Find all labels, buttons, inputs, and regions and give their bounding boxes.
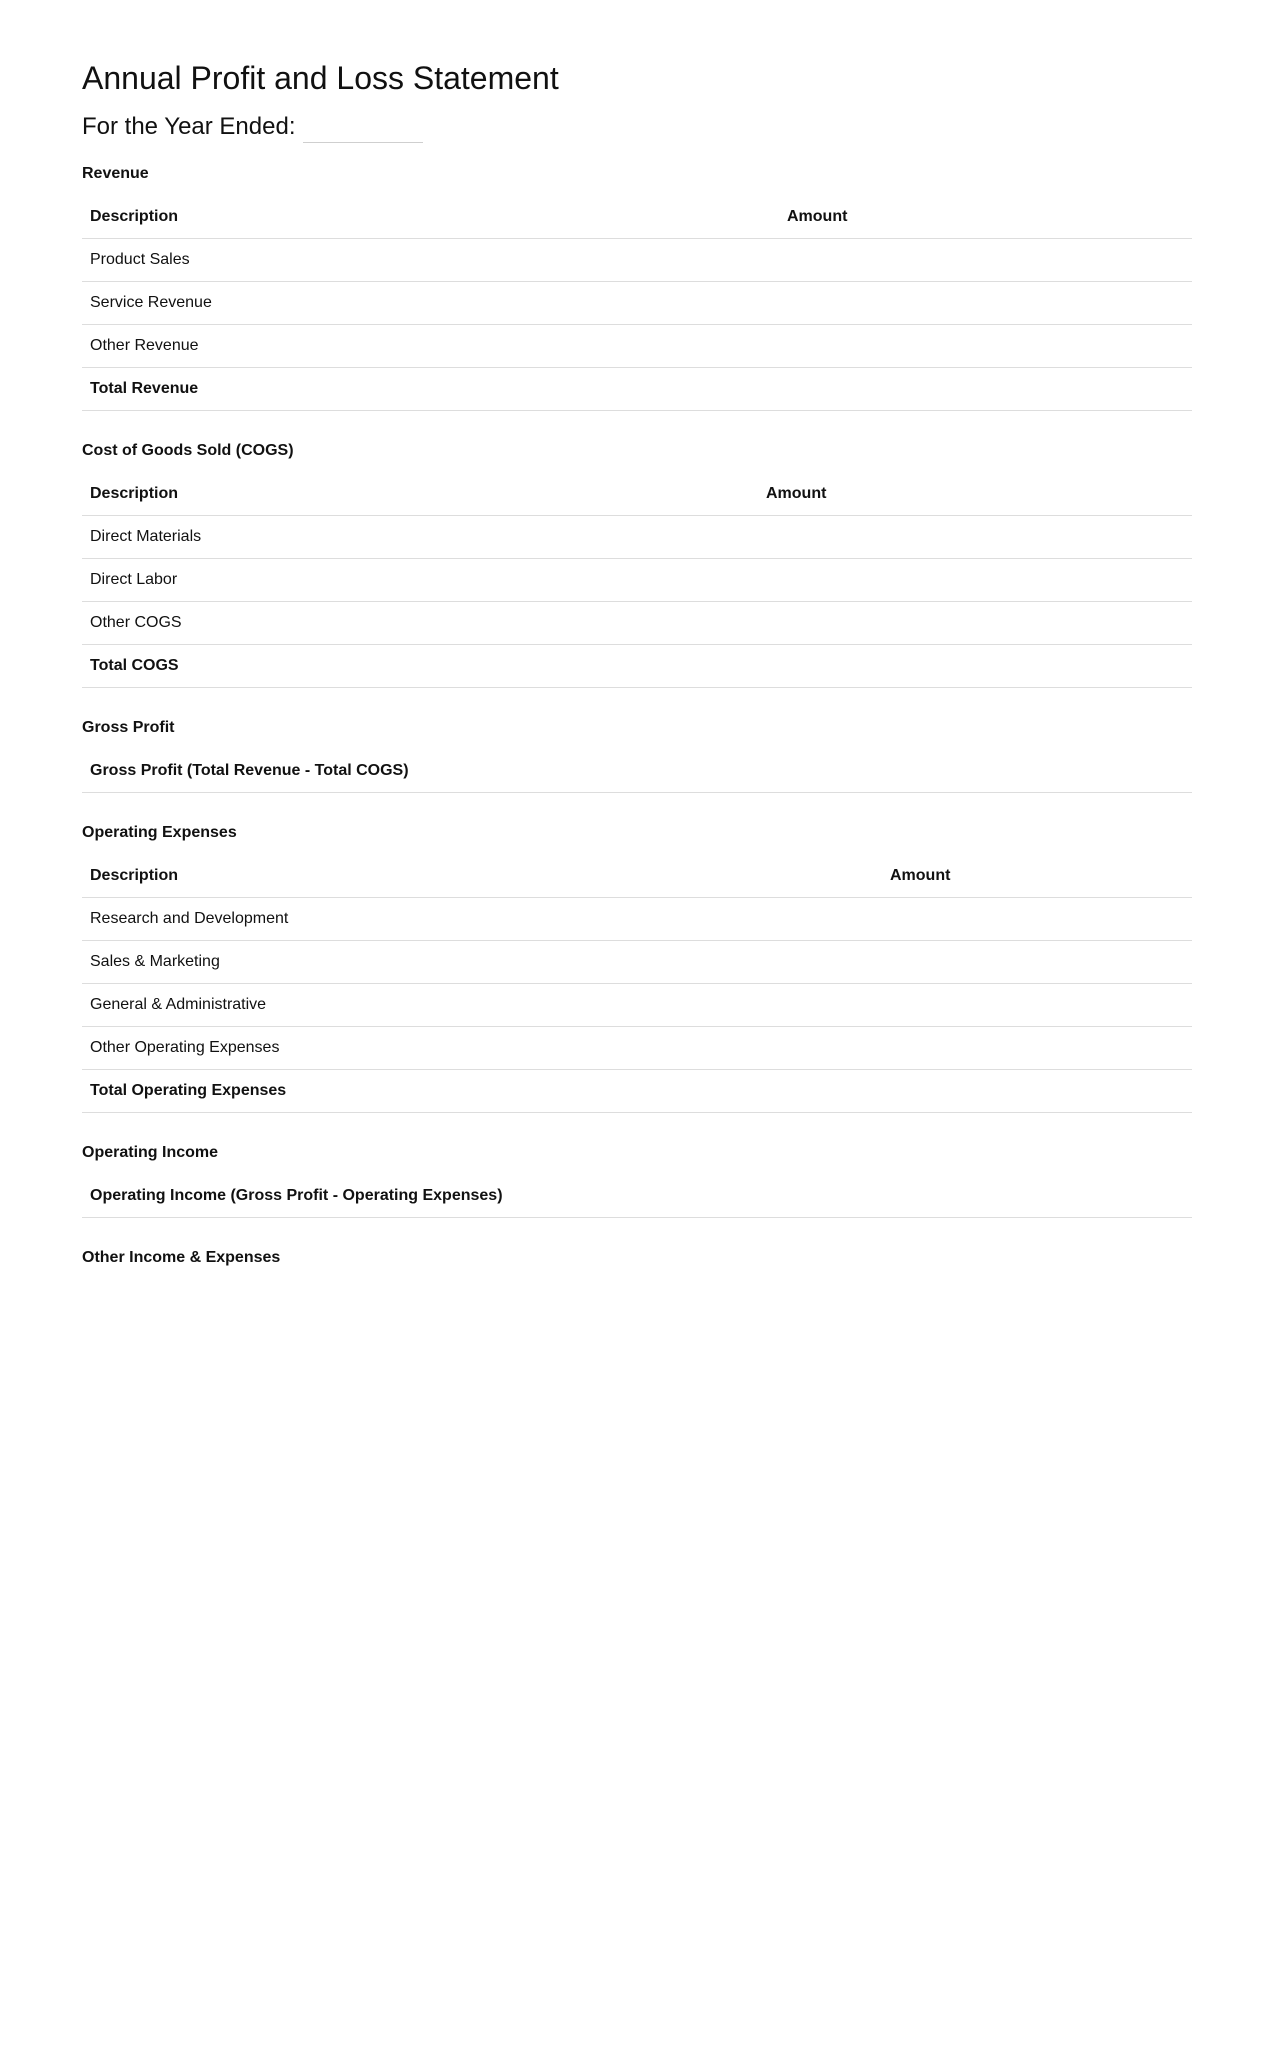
table-header-row (82, 473, 1192, 516)
revenue-table (82, 196, 1192, 411)
subtitle-row (82, 110, 1192, 144)
amount-cell[interactable] (779, 282, 1192, 325)
total-row (82, 368, 1192, 411)
description-column-header: Description (82, 196, 779, 239)
amount-cell[interactable] (882, 941, 1192, 984)
cogs-heading: Cost of Goods Sold (COGS) (82, 442, 294, 459)
operating-income-label: Operating Income (Gross Profit - Operating Expenses) (82, 1175, 779, 1218)
gross-profit-label: Gross Profit (Total Revenue - Total COGS) (82, 750, 779, 793)
description-column-header: Description (82, 855, 882, 898)
amount-cell[interactable] (779, 325, 1192, 368)
table-row (82, 941, 1192, 984)
operating-expenses-table (82, 855, 1192, 1113)
table-row (82, 984, 1192, 1027)
table-row (82, 602, 1192, 645)
total-row (82, 1175, 1192, 1218)
cogs-table (82, 473, 1192, 688)
amount-cell[interactable] (758, 516, 1192, 559)
operating-income-heading: Operating Income (82, 1144, 219, 1161)
amount-cell[interactable] (758, 559, 1192, 602)
table-row (82, 559, 1192, 602)
row-label-direct-materials: Direct Materials (82, 516, 758, 559)
amount-cell[interactable] (882, 984, 1192, 1027)
description-column-header: Description (82, 473, 758, 516)
row-label-sales-marketing: Sales & Marketing (82, 941, 882, 984)
total-cogs-label: Total COGS (82, 645, 758, 688)
amount-cell[interactable] (779, 750, 1192, 793)
amount-cell[interactable] (758, 645, 1192, 688)
row-label-direct-labor: Direct Labor (82, 559, 758, 602)
gross-profit-table (82, 750, 1192, 793)
table-row (82, 325, 1192, 368)
amount-cell[interactable] (882, 1027, 1192, 1070)
table-row (82, 898, 1192, 941)
total-operating-expenses-label: Total Operating Expenses (82, 1070, 882, 1113)
row-label-service-revenue: Service Revenue (82, 282, 779, 325)
table-header-row (82, 196, 1192, 239)
amount-cell[interactable] (779, 239, 1192, 282)
total-row (82, 645, 1192, 688)
amount-column-header: Amount (779, 196, 1192, 239)
year-ended-input[interactable] (303, 116, 423, 143)
gross-profit-heading: Gross Profit (82, 719, 175, 736)
other-income-expenses-heading: Other Income & Expenses (82, 1249, 281, 1266)
total-row (82, 1070, 1192, 1113)
page-title: Annual Profit and Loss Statement (82, 60, 559, 96)
revenue-heading: Revenue (82, 165, 149, 182)
amount-cell[interactable] (779, 1175, 1192, 1218)
row-label-other-operating-expenses: Other Operating Expenses (82, 1027, 882, 1070)
amount-column-header: Amount (758, 473, 1192, 516)
amount-cell[interactable] (779, 368, 1192, 411)
table-row (82, 282, 1192, 325)
row-label-general-administrative: General & Administrative (82, 984, 882, 1027)
total-revenue-label: Total Revenue (82, 368, 779, 411)
row-label-other-cogs: Other COGS (82, 602, 758, 645)
amount-cell[interactable] (882, 1070, 1192, 1113)
table-row (82, 516, 1192, 559)
operating-expenses-heading: Operating Expenses (82, 824, 237, 841)
year-ended-label: For the Year Ended: (82, 113, 296, 140)
table-row (82, 1027, 1192, 1070)
amount-cell[interactable] (882, 898, 1192, 941)
row-label-research-development: Research and Development (82, 898, 882, 941)
amount-column-header: Amount (882, 855, 1192, 898)
table-header-row (82, 855, 1192, 898)
total-row (82, 750, 1192, 793)
row-label-product-sales: Product Sales (82, 239, 779, 282)
table-row (82, 239, 1192, 282)
operating-income-table (82, 1175, 1192, 1218)
row-label-other-revenue: Other Revenue (82, 325, 779, 368)
amount-cell[interactable] (758, 602, 1192, 645)
